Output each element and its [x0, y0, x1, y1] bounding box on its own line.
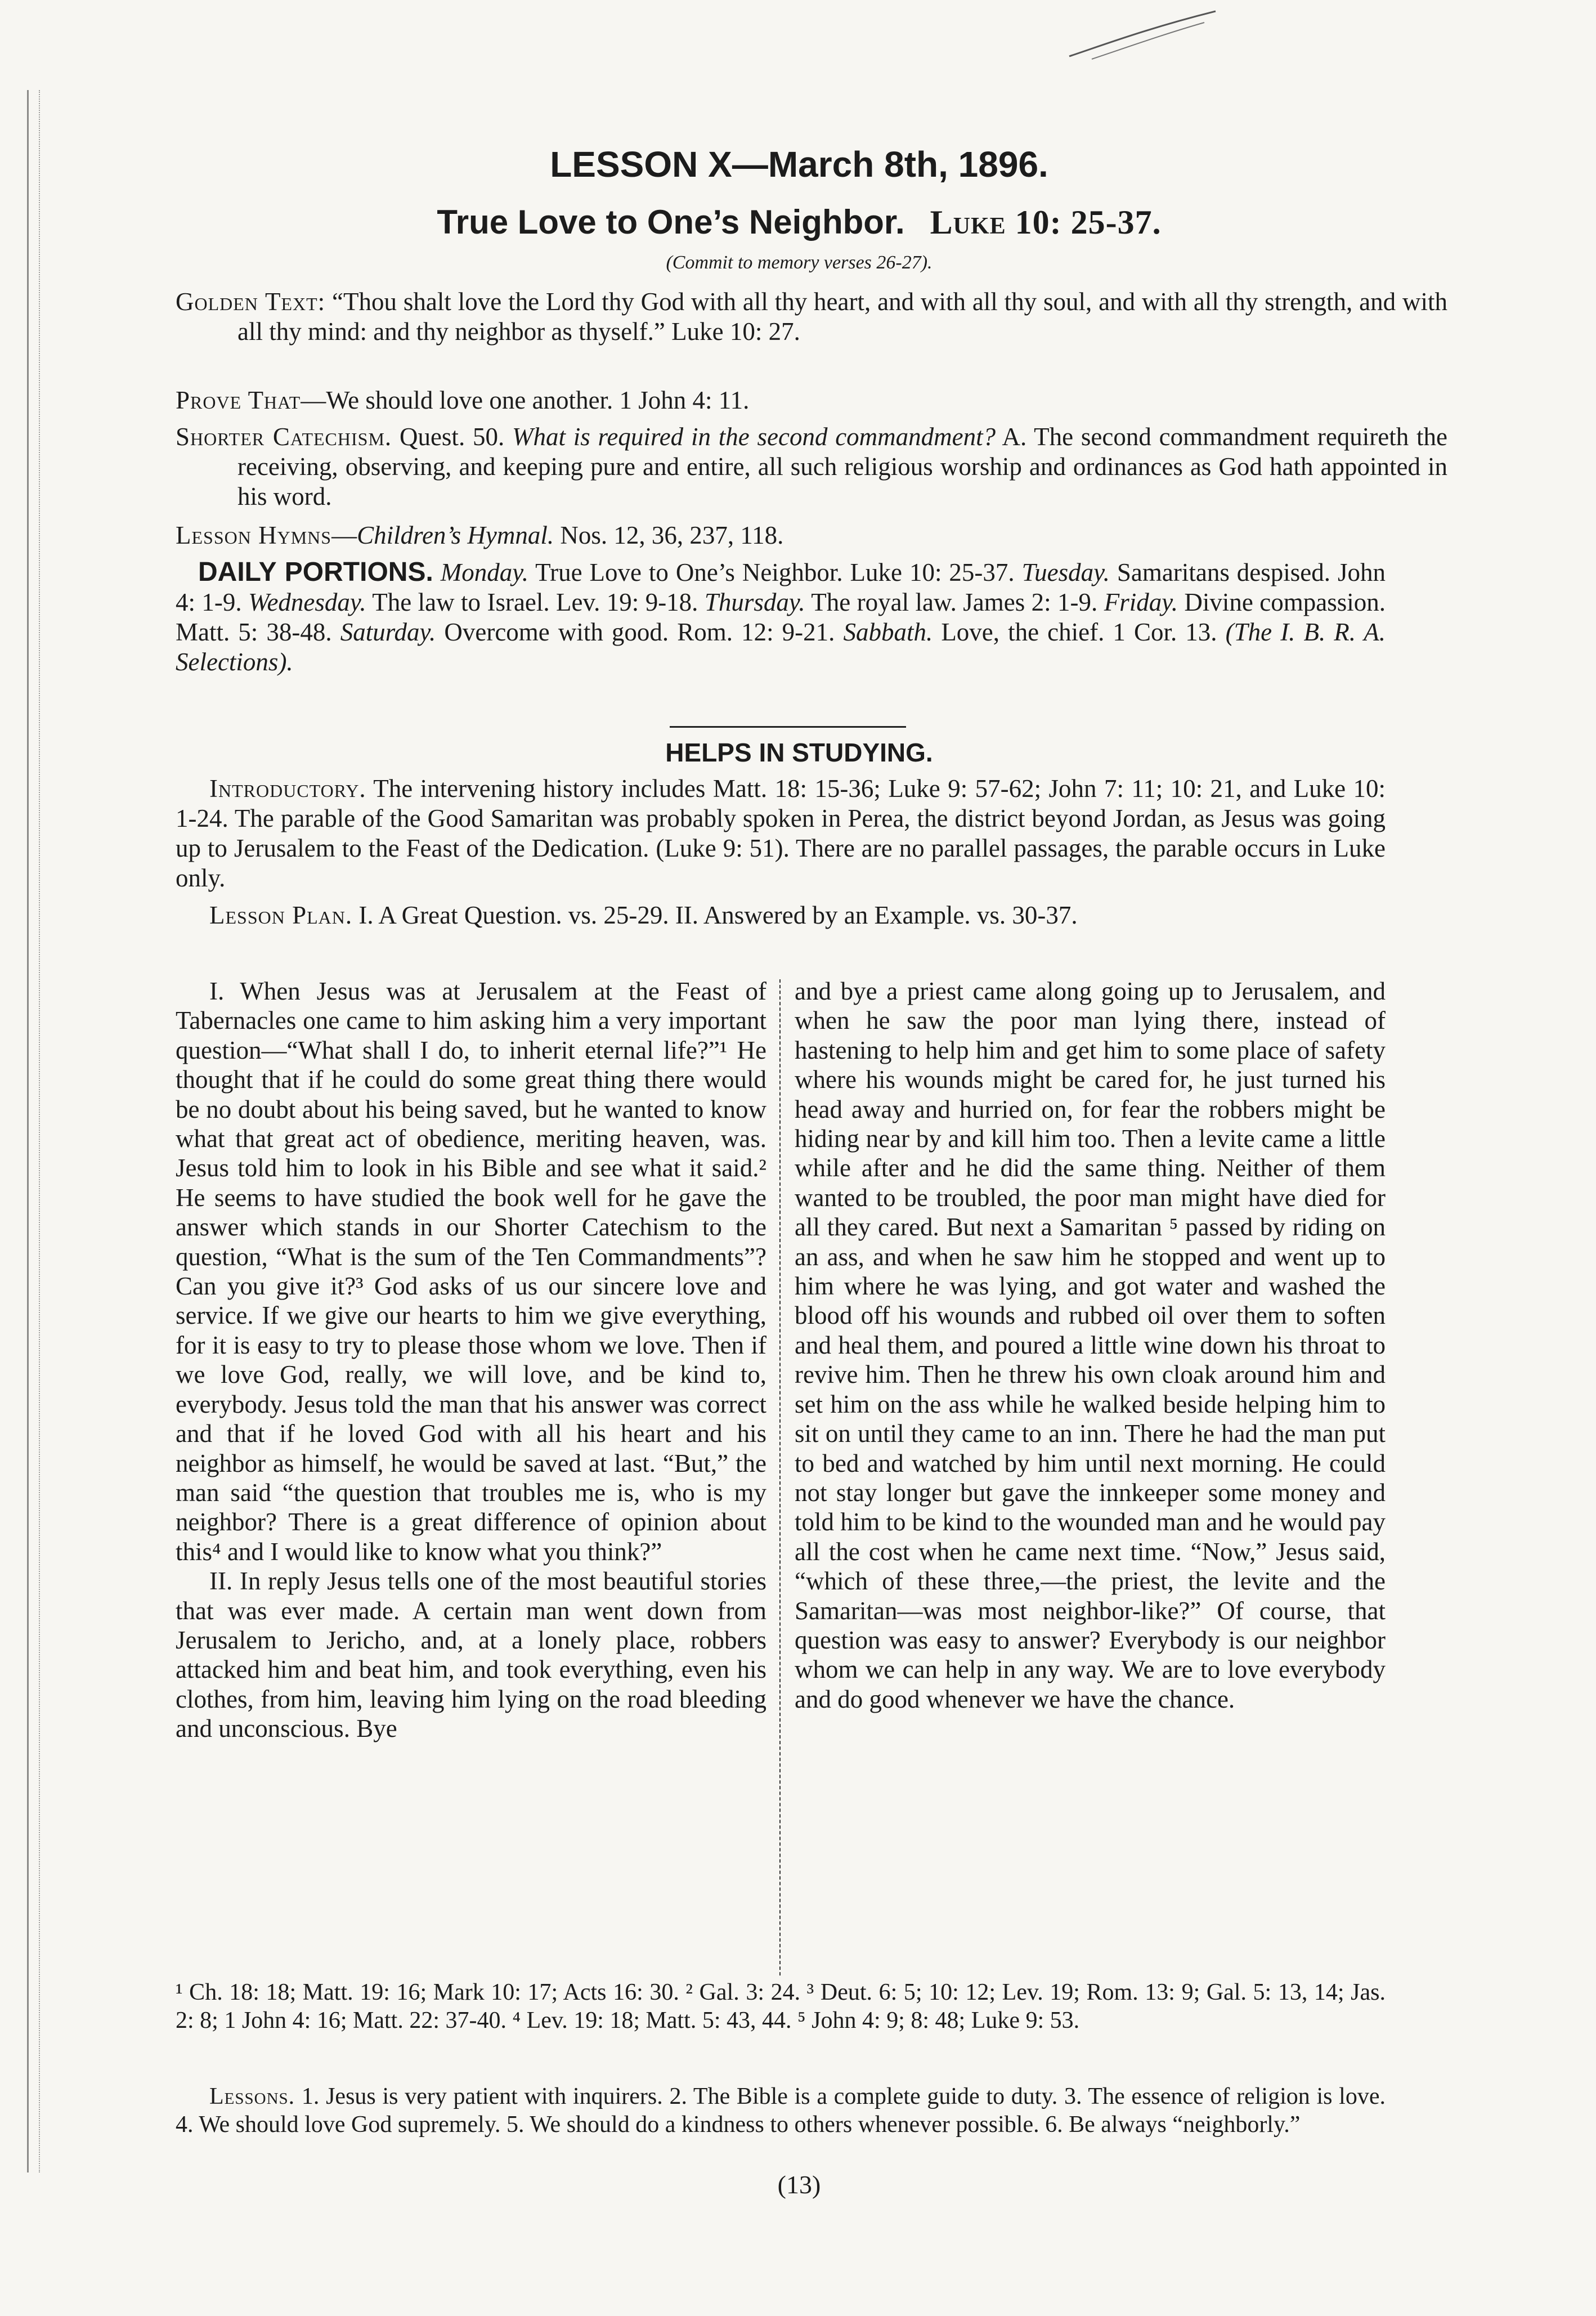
- lesson-hymns: [176, 521, 1447, 550]
- daily-portions: [176, 557, 1386, 677]
- body-paragraph-3: and bye a priest came along going up to Jerusalem, and when he saw the poor man lying there, instead of hastening to help him and get him to some place of safety where his wounds might be cared for, he just turned his head away and hurried on, for fear the robbers might be hiding near by and kill him too. Then a levite came a little while after and he did the same thing. Neither of them wanted to be troubled, the poor man might have died for all they cared. But next a Samaritan ⁵ passed by riding on an ass, and when he saw him he stopped and went up to him where he was lying, and got water and washed the blood off his wounds and rubbed oil over them to soften and heal them, and poured a little wine down his throat to revive him. Then he threw his own cloak around him and set him on the ass while he walked beside helping him to sit on until they came to an inn. There he had the man put to bed and watched by him until next morning. He could not stay longer but gave the innkeeper some money and told him to be kind to the wounded man and he would pay all the cost when he came next time. “Now,” Jesus said, “which of these three,—the priest, the levite and the Samaritan—was most neighbor-like?” Of course, that question was easy to answer? Everybody is our neighbor whom we can help in any way. We are to love everybody and do good whenever we have the chance.: [795, 977, 1386, 1713]
- tuesday-label: Tuesday.: [1021, 558, 1110, 586]
- footnotes: ¹ Ch. 18: 18; Matt. 19: 16; Mark 10: 17; Acts 16: 30. ² Gal. 3: 24. ³ Deut. 6: 5; 10: 12; Lev. 19; Rom. 13: 9; Gal. 5: 13, 14; Jas. 2: 8; 1 John 4: 16; Matt. 22: 37-40. ⁴ Lev. 19: 18; Matt. 5: 43, 44. ⁵ John 4: 9; 8: 48; Luke 9: 53.: [176, 1979, 1386, 2033]
- saturday-label: Saturday.: [340, 618, 436, 646]
- introductory-label: Introductory.: [209, 774, 366, 803]
- introductory-body: The intervening history includes Matt. 18: 15-36; Luke 9: 57-62; John 7: 11; 10: 21, and Luke 10: 1-24. The parable of the Good Samaritan was probably spoken in Perea, the district beyond Jordan, as Jesus was going up to Jerusalem to the Feast of the Dedication. (Luke 9: 51). There are no parallel passages, the parable occurs in Luke only.: [176, 774, 1386, 892]
- prove-that: [176, 386, 1447, 415]
- hymns-label: Lesson Hymns: [176, 521, 332, 549]
- thursday-label: Thursday.: [704, 588, 805, 616]
- prove-that-label: Prove That: [176, 386, 301, 414]
- saturday-text: Overcome with good. Rom. 12: 9-21.: [444, 618, 835, 646]
- friday-text: Divine compassion. Matt. 5: 38-48.: [176, 588, 1386, 646]
- lessons-body: 1. Jesus is very patient with inquirers. 2. The Bible is a complete guide to duty. 3. The essence of religion is love. 4. We should love God supremely. 5. We should do a kindness to others whenever possible. 6. Be always “neighborly.”: [176, 2084, 1386, 2138]
- catechism-answer: A. The second commandment requireth the receiving, observing, and keeping pure and entire, all such religious worship and ordinances as God hath appointed in his word.: [237, 423, 1448, 510]
- catechism-label: Shorter Catechism.: [176, 423, 392, 451]
- golden-text-label: Golden Text:: [176, 288, 326, 316]
- lessons-label: Lessons.: [209, 2084, 295, 2109]
- tuesday-text: Samaritans despised. John 4: 1-9.: [176, 558, 1386, 616]
- body-paragraph-2: II. In reply Jesus tells one of the most beautiful stories that was ever made. A certain man went down from Jerusalem to Jericho, and, at a lonely place, robbers attacked him and beat him, and took everything, even his clothes, from him, leaving him lying on the road bleeding and unconscious. Bye: [176, 1567, 766, 1743]
- subtitle-main: True Love to One’s Neighbor.: [437, 203, 905, 241]
- section-rule: [670, 726, 906, 728]
- binding-edge: [27, 90, 40, 2172]
- prove-that-body: —We should love one another. 1 John 4: 11.: [301, 386, 750, 414]
- body-paragraph-1: I. When Jesus was at Jerusalem at the Feast of Tabernacles one came to him asking him a very important question—“What shall I do, to inherit eternal life?”¹ He thought that if he could do some great thing there would be no doubt about his being saved, but he wanted to know what that great act of obedience, meriting heaven, was. Jesus told him to look in his Bible and see what it said.² He seems to have studied the book well for he gave the answer which stands in our Shorter Catechism to the question, “What is the sum of the Ten Commandments”? Can you give it?³ God asks of us our sincere love and service. If we give our hearts to him we give everything, for it is easy to try to please those whom we love. Then if we love God, really, we will love, and be kind to, everybody. Jesus told the man that his answer was correct and that if he loved God with all his heart and his neighbor as himself, he would be saved at last. “But,” the man said “the question that troubles me is, who is my neighbor? There is a great difference of opinion about this⁴ and I would like to know what you think?”: [176, 977, 766, 1566]
- lesson-plan-body: I. A Great Question. vs. 25-29. II. Answered by an Example. vs. 30-37.: [358, 901, 1078, 929]
- helps-heading: HELPS IN STUDYING.: [665, 738, 933, 767]
- column-divider: [779, 979, 781, 1975]
- daily-portions-label: DAILY PORTIONS.: [198, 557, 433, 587]
- shorter-catechism: [176, 422, 1447, 512]
- pencil-scribble-mark: [1058, 6, 1227, 68]
- lesson-plan-label: Lesson Plan.: [209, 901, 353, 929]
- monday-label: Monday.: [440, 558, 529, 586]
- selections-note: (The I. B. R. A. Selections).: [176, 618, 1386, 676]
- golden-text: [176, 287, 1447, 347]
- body-column-left: [176, 976, 766, 1744]
- catechism-quest: Quest. 50.: [399, 423, 505, 451]
- catechism-question: What is required in the second commandment?: [512, 423, 996, 451]
- hymns-numbers: Nos. 12, 36, 237, 118.: [560, 521, 784, 549]
- sabbath-label: Sabbath.: [843, 618, 933, 646]
- golden-text-body: “Thou shalt love the Lord thy God with all thy heart, and with all thy soul, and with all thy strength, and with all thy mind: and thy neighbor as thyself.” Luke 10: 27.: [237, 288, 1448, 346]
- wednesday-text: The law to Israel. Lev. 19: 9-18.: [372, 588, 698, 616]
- thursday-text: The royal law. James 2: 1-9.: [811, 588, 1098, 616]
- body-column-right: [795, 976, 1386, 1714]
- sabbath-text: Love, the chief. 1 Cor. 13.: [941, 618, 1217, 646]
- lesson-title: LESSON X—March 8th, 1896.: [550, 144, 1048, 185]
- lessons-summary: [176, 2082, 1386, 2139]
- hymns-book: Children’s Hymnal.: [357, 521, 554, 549]
- monday-text: True Love to One’s Neighbor. Luke 10: 25-37.: [535, 558, 1015, 586]
- introductory: [176, 774, 1386, 893]
- friday-label: Friday.: [1104, 588, 1178, 616]
- lesson-subtitle: [169, 203, 1429, 242]
- page-number: (13): [777, 2170, 821, 2199]
- wednesday-label: Wednesday.: [248, 588, 366, 616]
- commit-note: (Commit to memory verses 26-27).: [666, 252, 933, 273]
- subtitle-reference: Luke 10: 25-37.: [930, 204, 1162, 241]
- hymns-dash: —: [331, 521, 357, 549]
- lesson-plan: [176, 901, 1386, 930]
